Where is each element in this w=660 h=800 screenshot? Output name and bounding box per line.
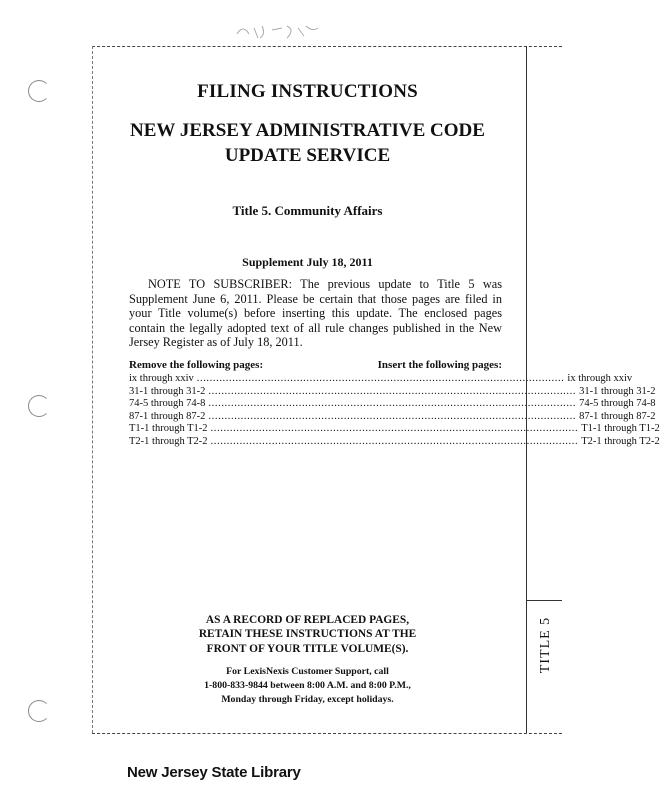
support-line-1: For LexisNexis Customer Support, call [226,666,389,677]
record-instructions [95,613,520,656]
subscriber-note: NOTE TO SUBSCRIBER: The previous update to Title 5 was Supplement June 6, 2011. Please be certain that those pages are filed in your Title volume(s) before inserting this update. The enclosed pages contain the legally adopted text of all rule changes published in the New Jersey Register as of July 18, 2011. [129,277,502,350]
bottom-border [92,733,562,734]
insert-pages: 74-5 through 74-8 [579,398,656,410]
left-border [92,46,93,733]
tab-label-top-rule [526,600,562,601]
supplement-heading: Supplement July 18, 2011 [242,255,373,269]
insert-pages: T2-1 through T2-2 [581,435,660,447]
insert-pages: T1-1 through T1-2 [581,423,660,435]
record-line-3: FRONT OF YOUR TITLE VOLUME(S). [206,642,409,655]
record-line-1: AS A RECORD OF REPLACED PAGES, [205,614,410,626]
remove-pages: ix through xxiv [129,373,194,384]
insert-header: Insert the following pages: [377,359,502,371]
leader-dots: .................................................................................................................. [208,410,577,422]
leader-dots: .................................................................................................................. [208,398,577,410]
table-row [129,385,656,399]
remove-pages: 31-1 through 31-2 [129,385,206,397]
support-line-2: 1-800-833-9844 between 8:00 A.M. and 8:00 P.M., [204,679,411,691]
code-title [95,118,520,168]
support-line-3: Monday through Friday, except holidays. [221,693,394,705]
record-line-2: RETAIN THESE INSTRUCTIONS AT THE [198,628,417,641]
leader-dots: .................................................................................................................. [210,423,579,435]
table-row [129,410,656,424]
remove-header: Remove the following pages: [129,359,264,371]
table-row [129,423,660,436]
handwritten-mark [232,20,327,42]
binder-hole-top [28,80,50,102]
code-title-line-1: NEW JERSEY ADMINISTRATIVE CODE [130,120,485,141]
remove-pages: T1-1 through T1-2 [129,423,208,435]
insert-pages: 31-1 through 31-2 [579,385,656,397]
remove-pages: T2-1 through T2-2 [129,435,208,447]
binder-hole-bottom [28,700,50,722]
library-stamp: New Jersey State Library [127,764,301,781]
title-tab-label: TITLE 5 [538,616,553,674]
leader-dots: .................................................................................................................. [208,385,577,397]
code-title-line-2: UPDATE SERVICE [224,145,391,166]
table-row [129,398,656,411]
title-subject: Title 5. Community Affairs [232,203,383,218]
leader-dots: .................................................................................................................. [210,435,579,447]
remove-pages: 74-5 through 74-8 [129,398,206,410]
title-tab [526,605,566,685]
customer-support [95,665,520,706]
leader-dots: .................................................................................................................. [196,373,565,384]
binder-hole-middle [28,395,50,417]
document-title: FILING INSTRUCTIONS [197,81,418,102]
top-border [92,46,562,47]
table-row [129,373,633,386]
pages-table [129,359,660,449]
table-row [129,435,660,449]
insert-pages: 87-1 through 87-2 [579,410,656,422]
insert-pages: ix through xxiv [567,373,633,384]
pages-table-header [129,359,502,373]
remove-pages: 87-1 through 87-2 [129,410,206,422]
